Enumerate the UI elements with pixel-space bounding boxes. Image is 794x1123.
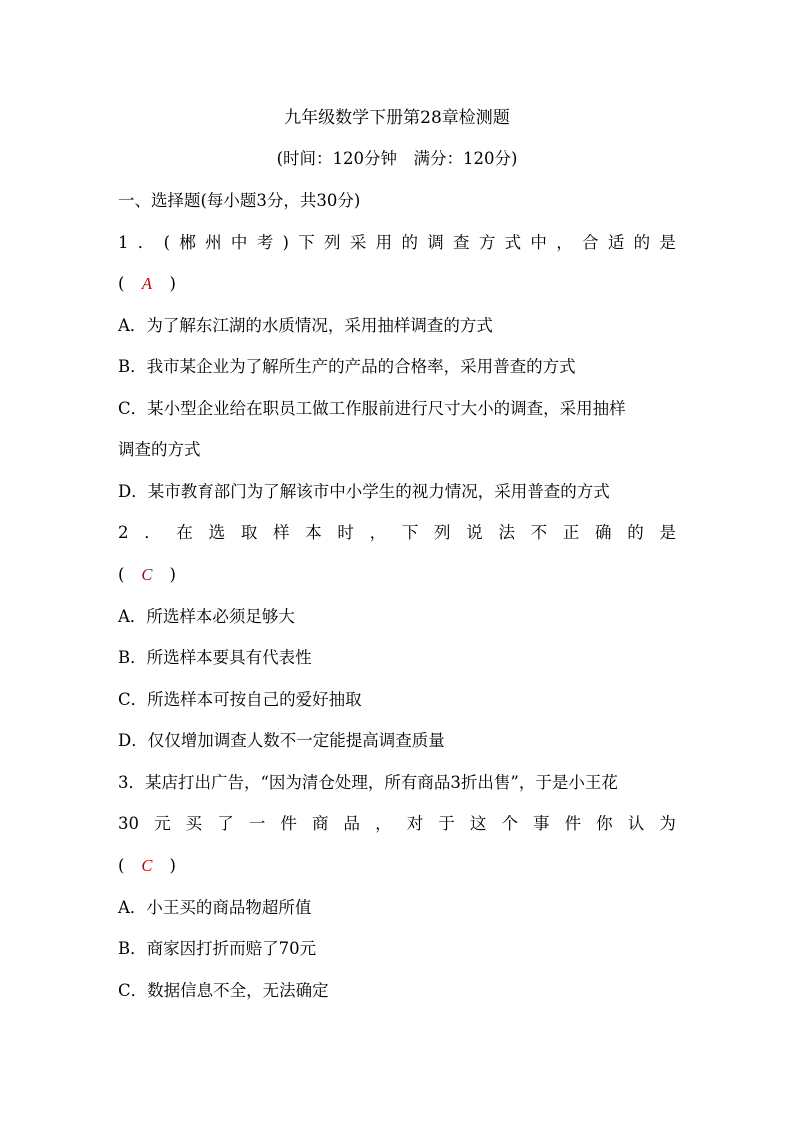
stem-char: 件 <box>280 814 297 833</box>
stem-char: 州 <box>205 233 222 252</box>
stem-char: ( <box>163 233 171 252</box>
stem-char: ， <box>556 233 573 252</box>
stem-char: 式 <box>504 233 522 252</box>
question-2-option-d: D．仅仅增加调查人数不一定能提高调查质量 <box>118 731 445 750</box>
stem-char: 于 <box>438 814 455 833</box>
question-1-answer <box>118 272 676 296</box>
page-subtitle: (时间：120分钟 满分：120分) <box>276 149 518 168</box>
question-2-answer <box>118 563 676 587</box>
stem-char: 品 <box>343 814 361 833</box>
stem-char: 是 <box>659 233 676 252</box>
stem-char: 是 <box>659 523 676 542</box>
stem-char: 调 <box>427 233 444 252</box>
question-3-answer <box>118 854 676 878</box>
stem-char: 本 <box>305 523 322 542</box>
answer-value: A <box>141 274 152 293</box>
stem-char: 个 <box>501 814 518 833</box>
question-1-option-c-continued: 调查的方式 <box>118 440 201 459</box>
stem-char: 郴 <box>179 233 196 252</box>
question-2-option-c: C．所选样本可按自己的爱好抽取 <box>118 690 362 709</box>
stem-char: 正 <box>562 523 580 542</box>
stem-char: 下 <box>401 523 419 542</box>
stem-char: 这 <box>469 814 487 833</box>
stem-char: 2 <box>118 523 129 542</box>
stem-char: 的 <box>627 523 644 542</box>
stem-char: 买 <box>185 814 203 833</box>
stem-char: 中 <box>230 233 248 252</box>
stem-char: 说 <box>466 523 483 542</box>
question-3-stem-line-2 <box>118 812 676 836</box>
stem-char: 为 <box>659 814 676 833</box>
answer-paren-close: ) <box>169 274 176 293</box>
stem-char: 方 <box>478 233 496 252</box>
question-3-stem-line-1: 3．某店打出广告，“因为清仓处理，所有商品3折出售”，于是小王花 <box>118 773 618 792</box>
stem-char: 查 <box>453 233 470 252</box>
stem-char: 列 <box>434 523 451 542</box>
stem-char: ． <box>137 233 155 252</box>
answer-paren-close: ) <box>169 856 176 875</box>
stem-char: 的 <box>633 233 651 252</box>
answer-paren-open: ( <box>118 274 125 293</box>
stem-char: 不 <box>530 523 548 542</box>
question-3-option-a: A．小王买的商品物超所值 <box>118 898 312 917</box>
stem-char: 对 <box>406 814 424 833</box>
answer-paren-close: ) <box>169 565 176 584</box>
answer-value: C <box>141 565 153 584</box>
stem-char: 列 <box>324 233 341 252</box>
stem-char: 1 <box>118 233 129 252</box>
stem-char: 件 <box>564 814 582 833</box>
question-1-option-b: B．我市某企业为了解所生产的产品的合格率，采用普查的方式 <box>118 357 576 376</box>
stem-char: 样 <box>273 523 290 542</box>
answer-value: C <box>141 856 153 875</box>
question-3-option-b: B．商家因打折而赔了70元 <box>118 939 317 958</box>
stem-char: 你 <box>596 814 613 833</box>
stem-char: 选 <box>208 523 226 542</box>
stem-char: 中 <box>530 233 547 252</box>
stem-char: 商 <box>311 814 329 833</box>
stem-char: 了 <box>217 814 234 833</box>
question-1-option-d: D．某市教育部门为了解该市中小学生的视力情况，采用普查的方式 <box>118 482 610 501</box>
question-3-option-c: C．数据信息不全，无法确定 <box>118 981 329 1000</box>
stem-char: 一 <box>248 814 266 833</box>
stem-char: 采 <box>349 233 367 252</box>
stem-char: 认 <box>627 814 645 833</box>
answer-paren-open: ( <box>118 565 125 584</box>
stem-char: 合 <box>582 233 599 252</box>
question-2-option-b: B．所选样本要具有代表性 <box>118 648 312 667</box>
stem-char: 取 <box>240 523 258 542</box>
question-1-option-c: C．某小型企业给在职员工做工作服前进行尺寸大小的调查，采用抽样 <box>118 399 626 418</box>
stem-char: 事 <box>533 814 550 833</box>
stem-char: 30 <box>118 814 139 833</box>
stem-char: 元 <box>154 814 171 833</box>
stem-char: ) <box>282 233 289 252</box>
question-2-option-a: A．所选样本必须足够大 <box>118 607 295 626</box>
stem-char: 法 <box>498 523 515 542</box>
stem-char: 考 <box>256 233 274 252</box>
question-1-option-a: A．为了解东江湖的水质情况，采用抽样调查的方式 <box>118 316 493 335</box>
answer-paren-open: ( <box>118 856 125 875</box>
question-1-stem <box>118 231 676 255</box>
stem-char: 在 <box>176 523 193 542</box>
stem-char: ， <box>375 814 392 833</box>
section-heading: 一、选择题(每小题3分，共30分) <box>118 191 361 210</box>
stem-char: 用 <box>375 233 393 252</box>
stem-char: ， <box>369 523 387 542</box>
stem-char: ． <box>144 523 161 542</box>
question-2-stem <box>118 521 676 545</box>
page-title: 九年级数学下册第28章检测题 <box>284 108 510 128</box>
stem-char: 时 <box>337 523 354 542</box>
stem-char: 的 <box>401 233 418 252</box>
stem-char: 适 <box>607 233 625 252</box>
stem-char: 确 <box>595 523 612 542</box>
stem-char: 下 <box>298 233 315 252</box>
